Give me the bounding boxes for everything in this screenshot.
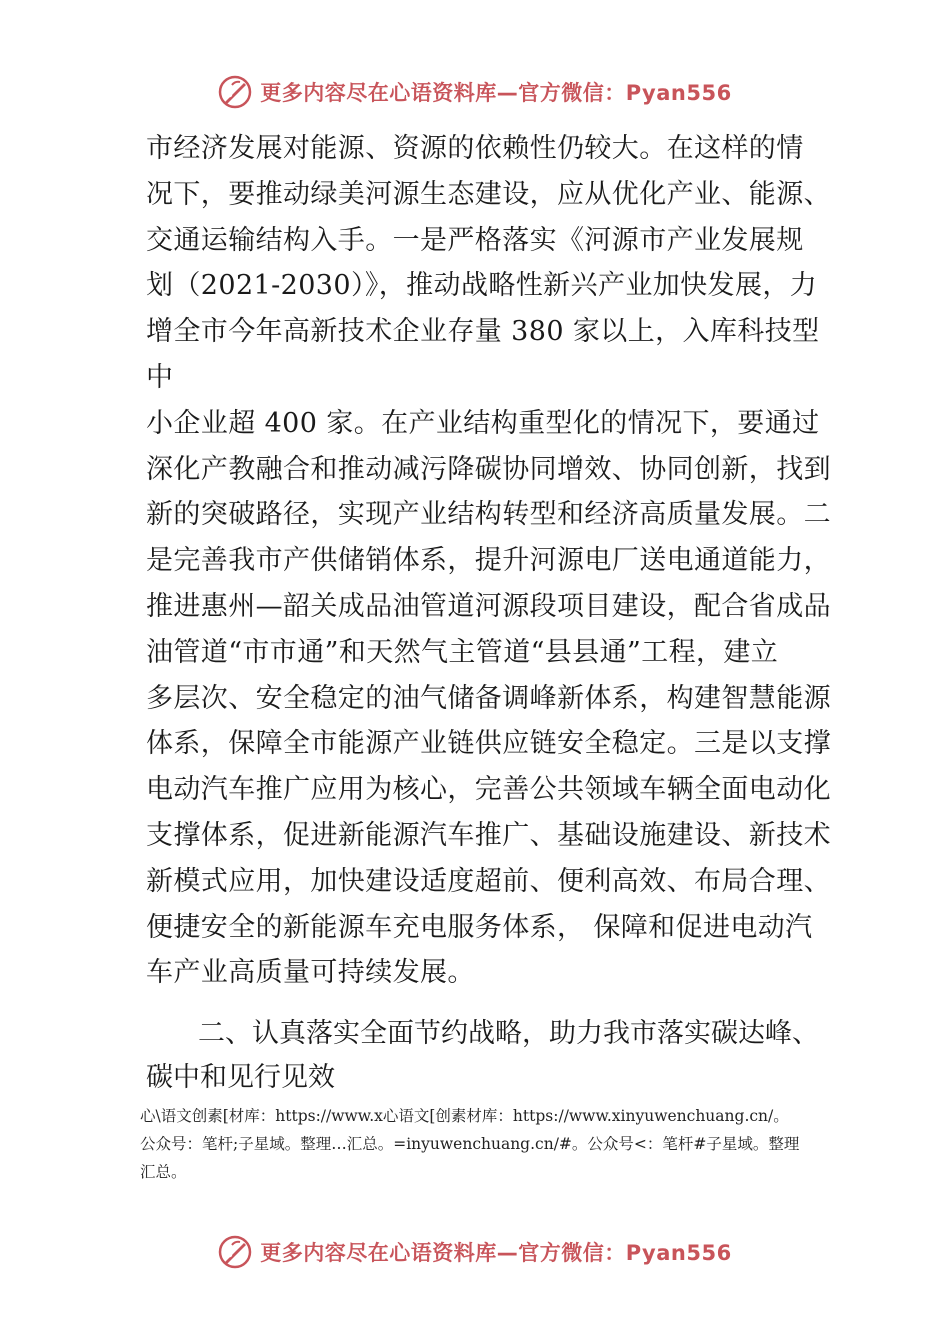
body-line: 推进惠州—韶关成品油管道河源段项目建设，配合省成品	[146, 590, 831, 622]
heading-line: 二、认真落实全面节约战略，助力我市落实碳达峰、	[198, 1018, 819, 1049]
banner-text: 更多内容尽在心语资料库—官方微信：Pyan556	[260, 81, 732, 105]
body-line: 新的突破路径，实现产业结构转型和经济高质量发展。二	[146, 499, 831, 531]
section-heading	[146, 1012, 836, 1100]
body-line: 支撑体系，促进新能源汽车推广、基础设施建设、新技术	[146, 819, 831, 851]
body-line: 多层次、安全稳定的油气储备调峰新体系，构建智慧能源	[146, 682, 831, 714]
body-line: 新模式应用，加快建设适度超前、便利高效、布局合理、	[146, 865, 831, 897]
body-paragraph	[146, 126, 836, 996]
body-line: 深化产教融合和推动减污降碳协同增效、协同创新，找到	[146, 453, 831, 485]
body-line: 小企业超 400 家。在产业结构重型化的情况下，要通过	[146, 407, 820, 439]
body-line: 中	[146, 361, 174, 393]
pen-nib-logo-icon	[218, 1235, 252, 1269]
body-line: 交通运输结构入手。一是严格落实《河源市产业发展规	[146, 224, 804, 256]
body-line: 油管道“市市通”和天然气主管道“县县通”工程，建立	[146, 636, 779, 668]
source-note	[140, 1102, 840, 1186]
body-line: 体系，保障全市能源产业链供应链安全稳定。三是以支撑	[146, 728, 831, 760]
source-note-line: 心\语文创素[材库：https://www.x心语文[创素材库：https://www.xinyuwenchuang.cn/。	[140, 1107, 789, 1125]
body-line: 电动汽车推广应用为核心，完善公共领域车辆全面电动化	[146, 774, 831, 806]
body-line: 况下，要推动绿美河源生态建设，应从优化产业、能源、	[146, 178, 831, 210]
banner-text: 更多内容尽在心语资料库—官方微信：Pyan556	[260, 1241, 732, 1265]
body-line: 便捷安全的新能源车充电服务体系， 保障和促进电动汽	[146, 911, 813, 943]
pen-nib-logo-icon	[218, 75, 252, 109]
header-banner	[0, 70, 950, 114]
source-note-line: 汇总。	[140, 1163, 187, 1181]
source-note-line: 公众号：笔杆;子星域。整理…汇总。=inyuwenchuang.cn/#。公众号<：笔杆#子星域。整理	[140, 1135, 800, 1153]
footer-banner	[0, 1230, 950, 1274]
body-line: 增全市今年高新技术企业存量 380 家以上，入库科技型	[146, 316, 820, 348]
body-line: 车产业高质量可持续发展。	[146, 957, 475, 989]
body-line: 划（2021-2030）》，推动战略性新兴产业加快发展，力	[146, 270, 818, 302]
body-line: 是完善我市产供储销体系，提升河源电厂送电通道能力，	[146, 545, 831, 577]
body-line: 市经济发展对能源、资源的依赖性仍较大。在这样的情	[146, 133, 804, 164]
heading-line: 碳中和见行见效	[146, 1062, 335, 1093]
